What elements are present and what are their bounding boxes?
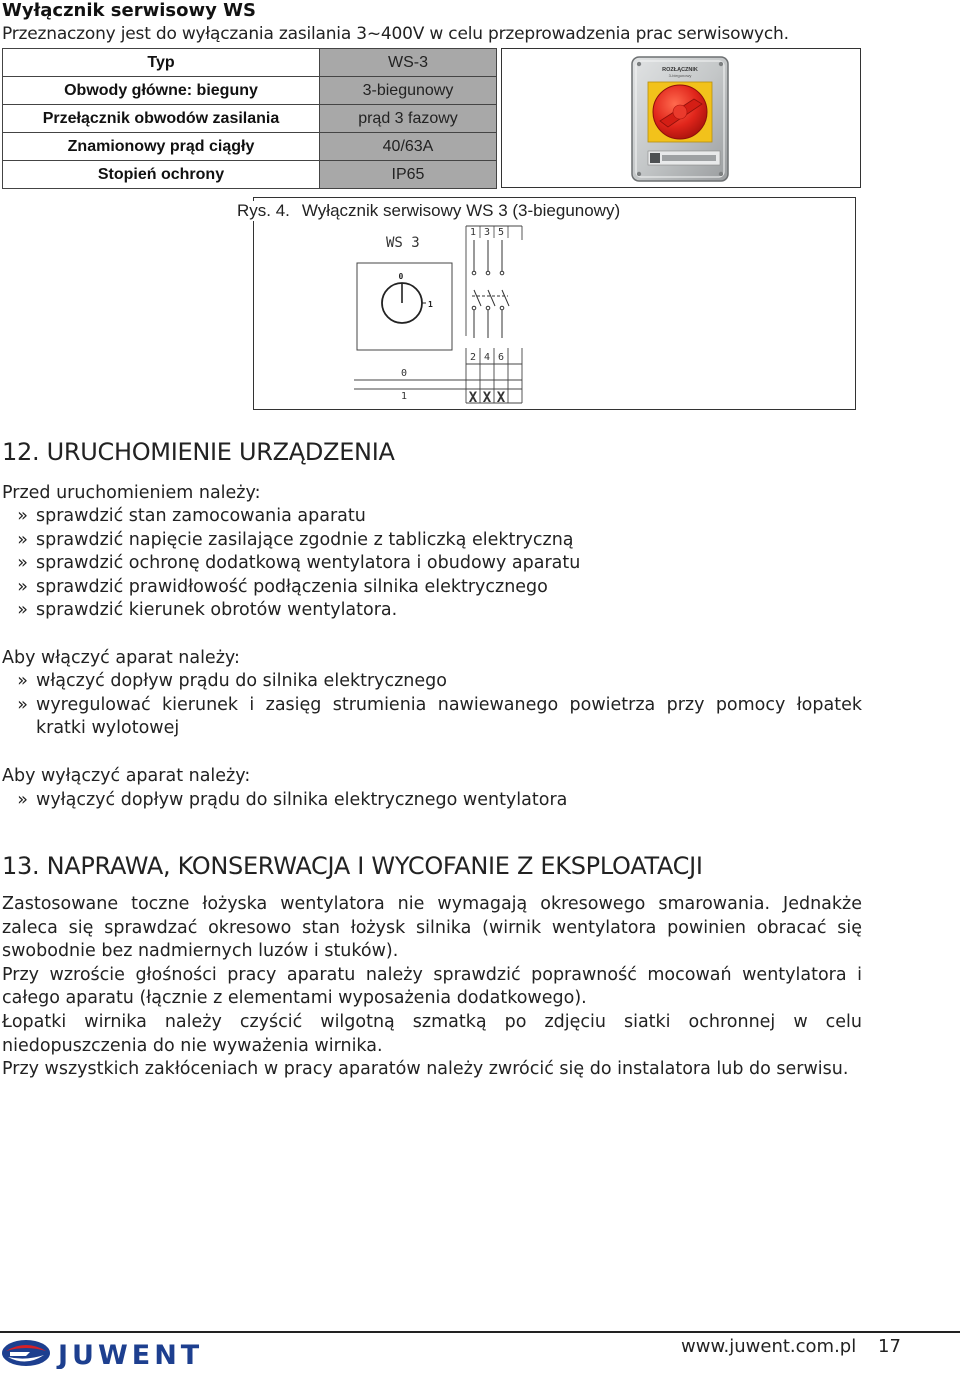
spec-key: Obwody główne: bieguny bbox=[3, 77, 320, 105]
spec-value: 40/63A bbox=[320, 133, 497, 161]
figure-number: Rys. 4. bbox=[237, 201, 290, 220]
spec-key: Stopień ochrony bbox=[3, 161, 320, 189]
list-item-text: sprawdzić stan zamocowania aparatu bbox=[36, 506, 366, 526]
logo-text: JUWENT bbox=[58, 1340, 204, 1369]
spec-row bbox=[3, 77, 497, 105]
list-item bbox=[2, 552, 862, 576]
switch-photo-frame bbox=[501, 48, 861, 188]
paragraph: Przy wszystkich zakłóceniach w pracy aparatów należy zwrócić się do instalatora lub do serwisu. bbox=[2, 1059, 849, 1080]
switch-photo bbox=[502, 49, 860, 187]
paragraph: Przy wzroście głośności pracy aparatu należy sprawdzić poprawność mocowań wentylatora i całego aparatu (łącznie z elementami wyposażenia dodatkowego). bbox=[2, 964, 862, 1009]
contact-mark: X bbox=[468, 390, 478, 406]
list-item bbox=[2, 529, 862, 553]
position-label: 0 bbox=[400, 368, 408, 379]
terminal-label: 5 bbox=[497, 227, 505, 238]
spec-row bbox=[3, 105, 497, 133]
bullet-marker: » bbox=[17, 671, 28, 691]
spec-row bbox=[3, 49, 497, 77]
spec-value: WS-3 bbox=[320, 49, 497, 77]
spec-key: Typ bbox=[3, 49, 320, 77]
before-start-list bbox=[2, 505, 862, 623]
spec-table bbox=[2, 48, 497, 189]
bullet-marker: » bbox=[17, 529, 28, 550]
footer-url[interactable]: www.juwent.com.pl bbox=[681, 1336, 857, 1357]
paragraph: Łopatki wirnika należy czyścić wilgotną szmatką po zdjęciu siatki ochronnej w celu niedopuszczenia do nie wyważenia wirnika. bbox=[2, 1011, 862, 1056]
bullet-marker: » bbox=[17, 553, 28, 574]
bullet-marker: » bbox=[17, 506, 28, 526]
paragraph: Zastosowane toczne łożyska wentylatora nie wymagają okresowego smarowania. Jednakże zaleca się sprawdzać okresowo stan łożysk silnika (wirnik wentylatora powinien obracać się swobodnie bez nadmiernych luzów i stuków). bbox=[2, 894, 862, 962]
list-item-text: wyregulować kierunek i zasięg strumienia nawiewanego powietrza przy pomocy łopatek kratki wylotowej bbox=[36, 694, 862, 739]
bullet-marker: » bbox=[17, 790, 28, 810]
turn-on-list bbox=[2, 670, 862, 741]
before-start-intro: Przed uruchomieniem należy: bbox=[2, 483, 261, 503]
intro-text: Przeznaczony jest do wyłączania zasilania 3~400V w celu przeprowadzenia prac serwisowych. bbox=[2, 24, 789, 44]
diagram-title: WS 3 bbox=[386, 235, 420, 251]
list-item bbox=[2, 576, 862, 600]
spec-row bbox=[3, 161, 497, 189]
figure-title: Wyłącznik serwisowy WS 3 (3-biegunowy) bbox=[301, 201, 621, 220]
list-item-text: sprawdzić napięcie zasilające zgodnie z tabliczką elektryczną bbox=[36, 529, 574, 550]
juwent-logo bbox=[0, 1337, 260, 1373]
turn-off-list bbox=[2, 789, 862, 813]
terminal-label: 4 bbox=[483, 352, 491, 363]
list-item-text: wyłączyć dopływ prądu do silnika elektrycznego wentylatora bbox=[36, 790, 568, 810]
list-item-text: sprawdzić ochronę dodatkową wentylatora i obudowy aparatu bbox=[36, 553, 581, 574]
list-item-text: włączyć dopływ prądu do silnika elektrycznego bbox=[36, 671, 447, 691]
photo-label-top: ROZŁĄCZNIK bbox=[662, 67, 698, 73]
footer-divider bbox=[0, 1331, 960, 1333]
spec-key: Przełącznik obwodów zasilania bbox=[3, 105, 320, 133]
wiring-diagram bbox=[254, 198, 854, 408]
spec-value: 3-biegunowy bbox=[320, 77, 497, 105]
turn-on-intro: Aby włączyć aparat należy: bbox=[2, 648, 240, 668]
position-label: 1 bbox=[400, 391, 408, 402]
spec-value: prąd 3 fazowy bbox=[320, 105, 497, 133]
list-item-text: sprawdzić prawidłowość podłączenia silnika elektrycznego bbox=[36, 576, 548, 597]
spec-row bbox=[3, 133, 497, 161]
section-13-heading: 13. NAPRAWA, KONSERWACJA I WYCOFANIE Z EKSPLOATACJI bbox=[2, 852, 703, 880]
bullet-marker: » bbox=[17, 600, 28, 621]
terminal-label: 2 bbox=[469, 352, 477, 363]
section-13-body bbox=[2, 893, 862, 1082]
bullet-marker: » bbox=[17, 576, 28, 597]
photo-label-sub: 3-biegunowy bbox=[668, 73, 692, 78]
list-item bbox=[2, 599, 862, 623]
section-title: Wyłącznik serwisowy WS bbox=[2, 0, 256, 21]
terminal-label: 3 bbox=[483, 227, 491, 238]
wiring-diagram-frame bbox=[253, 197, 856, 410]
list-item-text: sprawdzić kierunek obrotów wentylatora. bbox=[36, 600, 398, 621]
bullet-marker: » bbox=[17, 694, 28, 715]
spec-value: IP65 bbox=[320, 161, 497, 189]
figure-caption bbox=[237, 201, 624, 221]
turn-off-intro: Aby wyłączyć aparat należy: bbox=[2, 766, 251, 786]
section-12-heading: 12. URUCHOMIENIE URZĄDZENIA bbox=[2, 438, 395, 466]
dial-one: 1 bbox=[428, 300, 433, 309]
terminal-label: 6 bbox=[497, 352, 505, 363]
dial-zero: 0 bbox=[398, 272, 404, 281]
terminal-label: 1 bbox=[469, 227, 477, 238]
list-item bbox=[2, 505, 862, 529]
contact-mark: X bbox=[482, 390, 492, 406]
list-item bbox=[2, 694, 862, 741]
list-item bbox=[2, 670, 862, 694]
contact-mark: X bbox=[496, 390, 506, 406]
spec-key: Znamionowy prąd ciągły bbox=[3, 133, 320, 161]
juwent-logo-icon bbox=[2, 1340, 50, 1366]
list-item bbox=[2, 789, 862, 813]
page-number: 17 bbox=[878, 1336, 901, 1357]
